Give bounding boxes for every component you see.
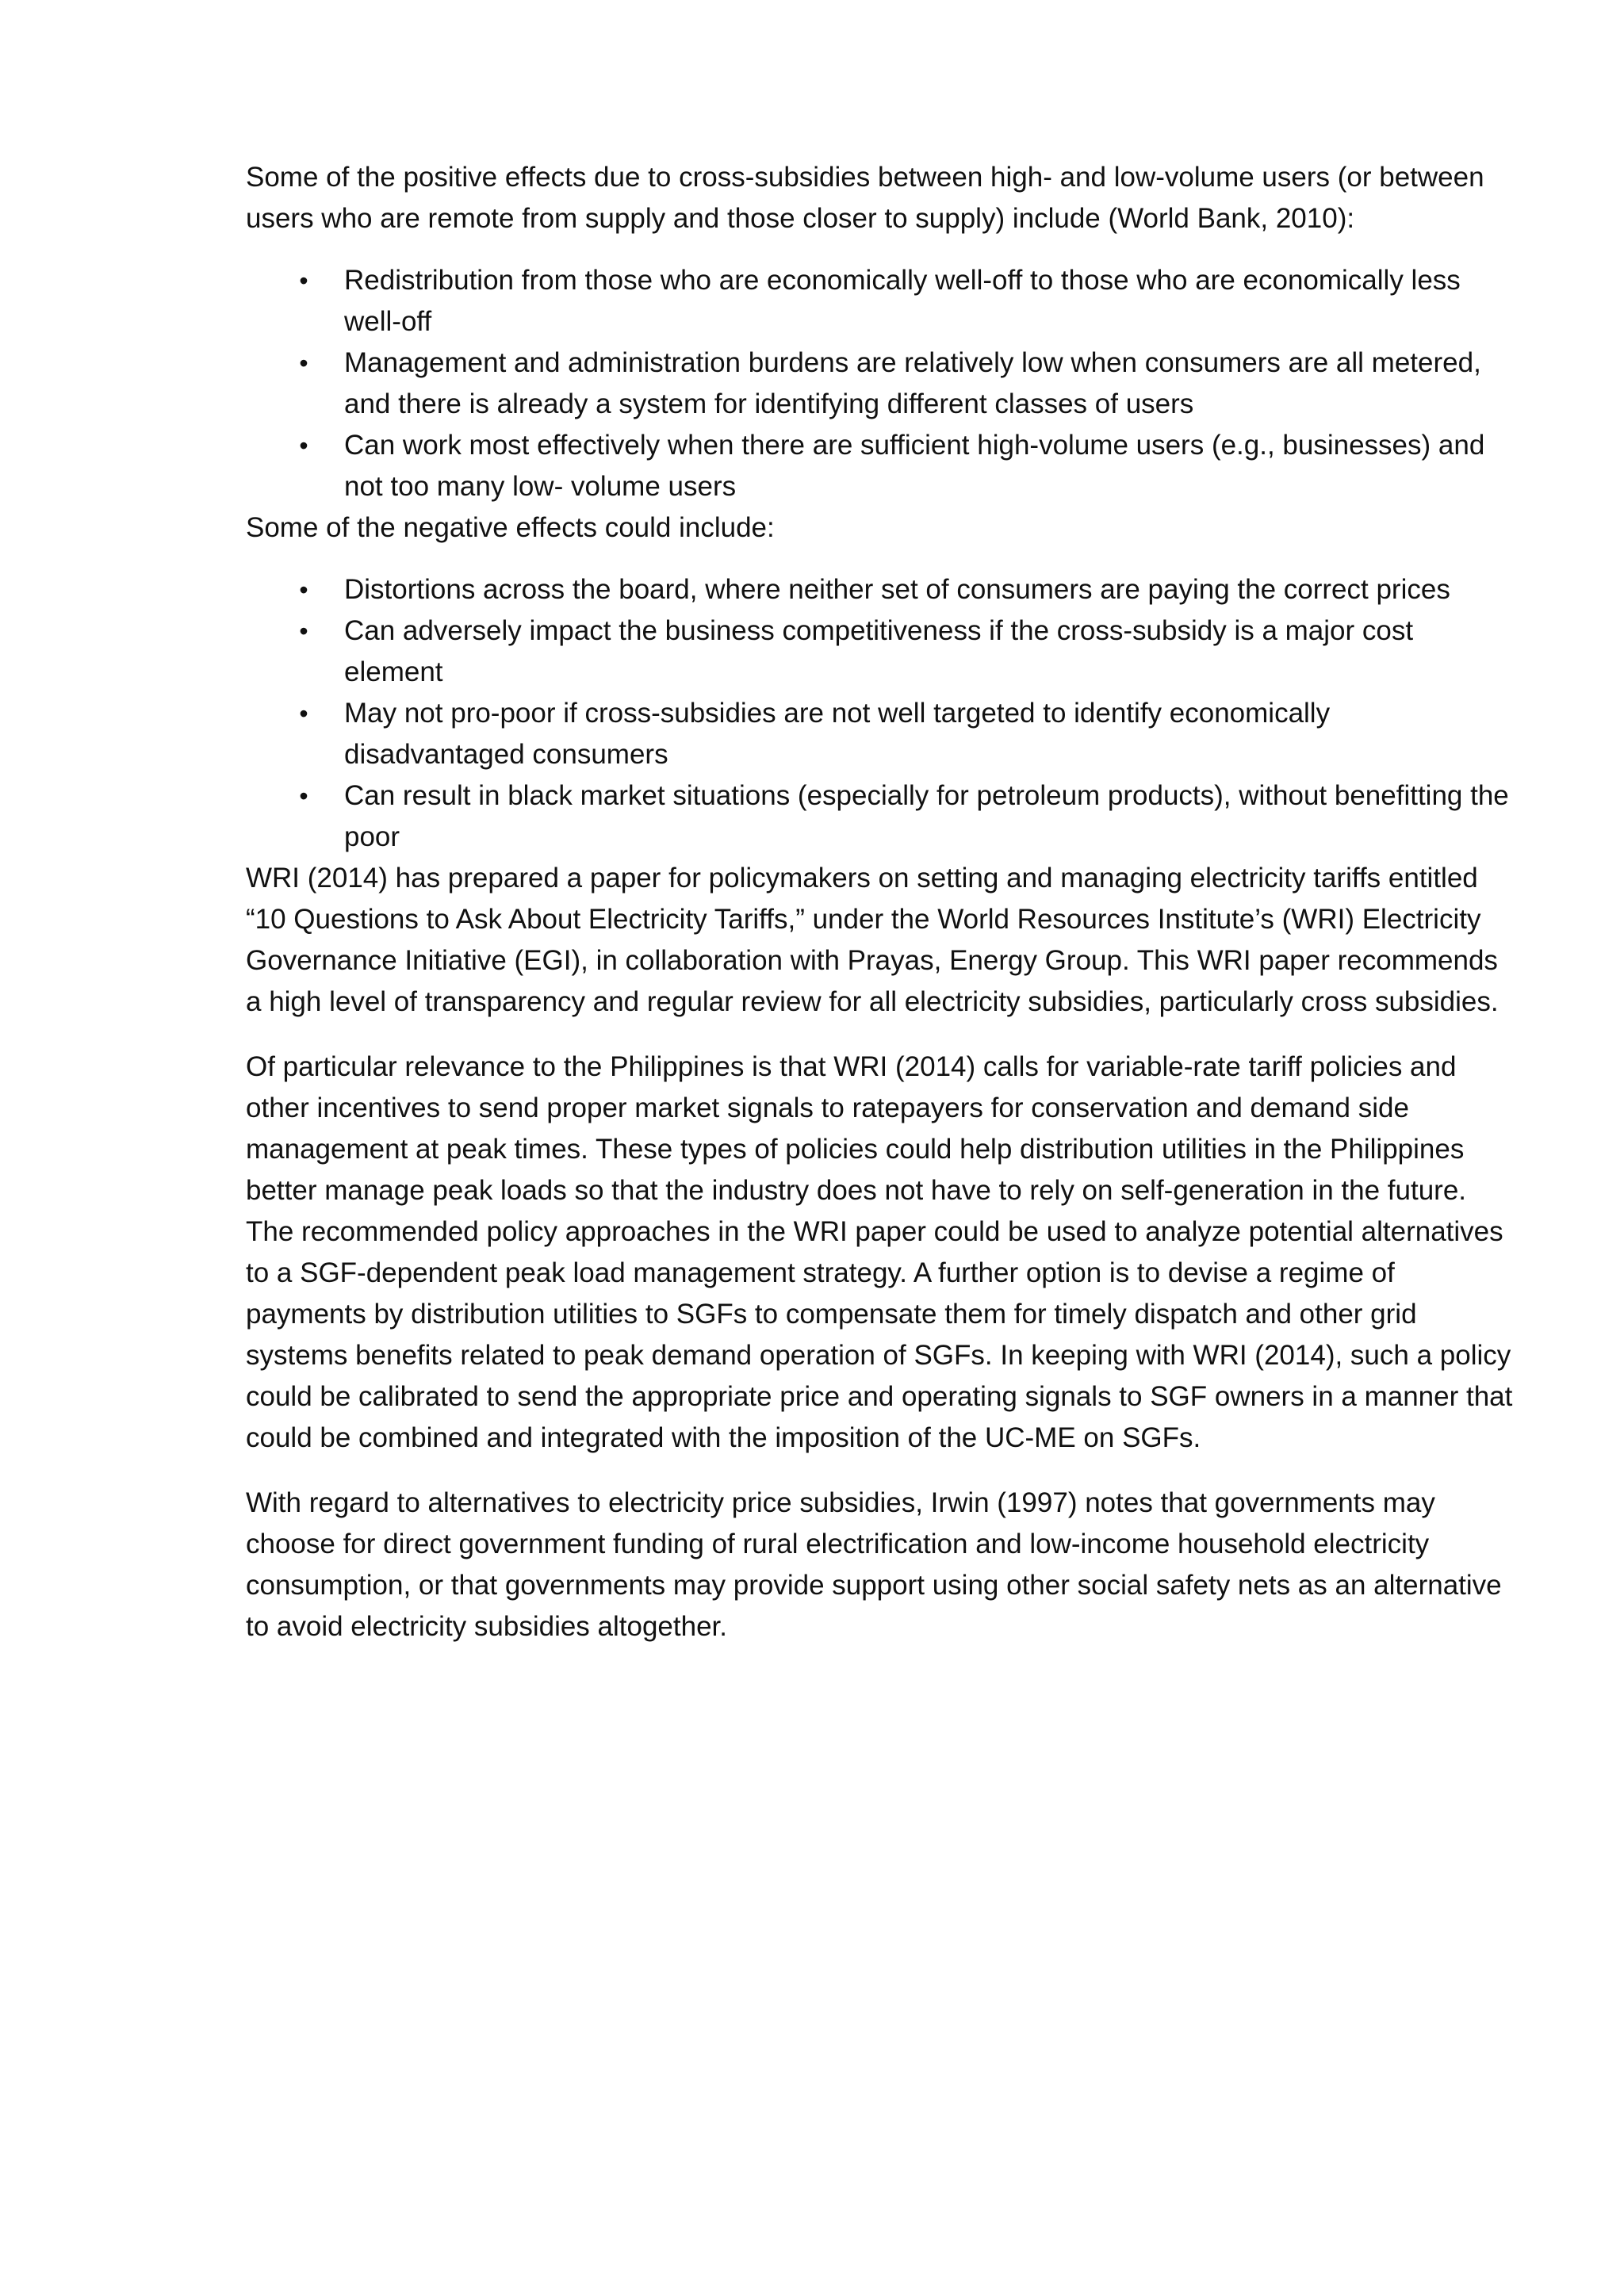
list-item-text: Can result in black market situations (especially for petroleum products), without benefitting the poor — [344, 780, 1509, 852]
list-item-text: May not pro-poor if cross-subsidies are not well targeted to identify economically disadvantaged consumers — [344, 698, 1331, 770]
list-item — [246, 260, 1515, 342]
alternatives-paragraph: With regard to alternatives to electricity price subsidies, Irwin (1997) notes that governments may choose for direct government funding of rural electrification and low-income household electricity consumption, or that governments may provide support using other social safety nets as an alternative to avoid electricity subsidies altogether. — [246, 1487, 1502, 1642]
bullet-icon: • — [299, 699, 308, 728]
philippines-paragraph: Of particular relevance to the Philippines is that WRI (2014) calls for variable-rate tariff policies and other incentives to send proper market signals to ratepayers for conservation and demand side management at peak times. These types of policies could help distribution utilities in the Philippines better manage peak loads so that the industry does not have to rely on self-generation in the future. The recommended policy approaches in the WRI paper could be used to analyze potential alternatives to a SGF-dependent peak load management strategy. A further option is to devise a regime of payments by distribution utilities to SGFs to compensate them for timely dispatch and other grid systems benefits related to peak demand operation of SGFs. In keeping with WRI (2014), such a policy could be calibrated to send the appropriate price and operating signals to SGF owners in a manner that could be combined and integrated with the imposition of the UC-ME on SGFs. — [246, 1051, 1513, 1453]
document-page — [246, 157, 1515, 1647]
list-item — [246, 775, 1515, 858]
list-item-text: Management and administration burdens are relatively low when consumers are all metered, and there is already a system for identifying different classes of users — [344, 347, 1481, 419]
list-item-text: Distortions across the board, where neither set of consumers are paying the correct prices — [344, 574, 1450, 605]
list-item-text: Redistribution from those who are economically well-off to those who are economically less well-off — [344, 265, 1461, 337]
list-item — [246, 342, 1515, 425]
negative-intro: Some of the negative effects could include: — [246, 512, 775, 543]
list-item — [246, 425, 1515, 507]
bullet-icon: • — [299, 617, 308, 645]
positive-effects-list — [246, 260, 1515, 507]
bullet-icon: • — [299, 349, 308, 377]
bullet-icon: • — [299, 782, 308, 810]
list-item-text: Can work most effectively when there are sufficient high-volume users (e.g., businesses) and not too many low- volume users — [344, 430, 1485, 502]
bullet-icon: • — [299, 431, 308, 460]
bullet-icon: • — [299, 576, 308, 604]
intro-paragraph: Some of the positive effects due to cross-subsidies between high- and low-volume users (or between users who are remote from supply and those closer to supply) include (World Bank, 2010): — [246, 162, 1484, 234]
list-item — [246, 569, 1515, 610]
list-item-text: Can adversely impact the business competitiveness if the cross-subsidy is a major cost element — [344, 615, 1414, 687]
wri-paragraph: WRI (2014) has prepared a paper for policymakers on setting and managing electricity tariffs entitled “10 Questions to Ask About Electricity Tariffs,” under the World Resources Institute’s (WRI) Electricity Governance Initiative (EGI), in collaboration with Prayas, Energy Group. This WRI paper recommends a high level of transparency and regular review for all electricity subsidies, particularly cross subsidies. — [246, 863, 1499, 1017]
list-item — [246, 610, 1515, 693]
list-item — [246, 693, 1515, 775]
negative-effects-list — [246, 569, 1515, 858]
bullet-icon: • — [299, 266, 308, 295]
